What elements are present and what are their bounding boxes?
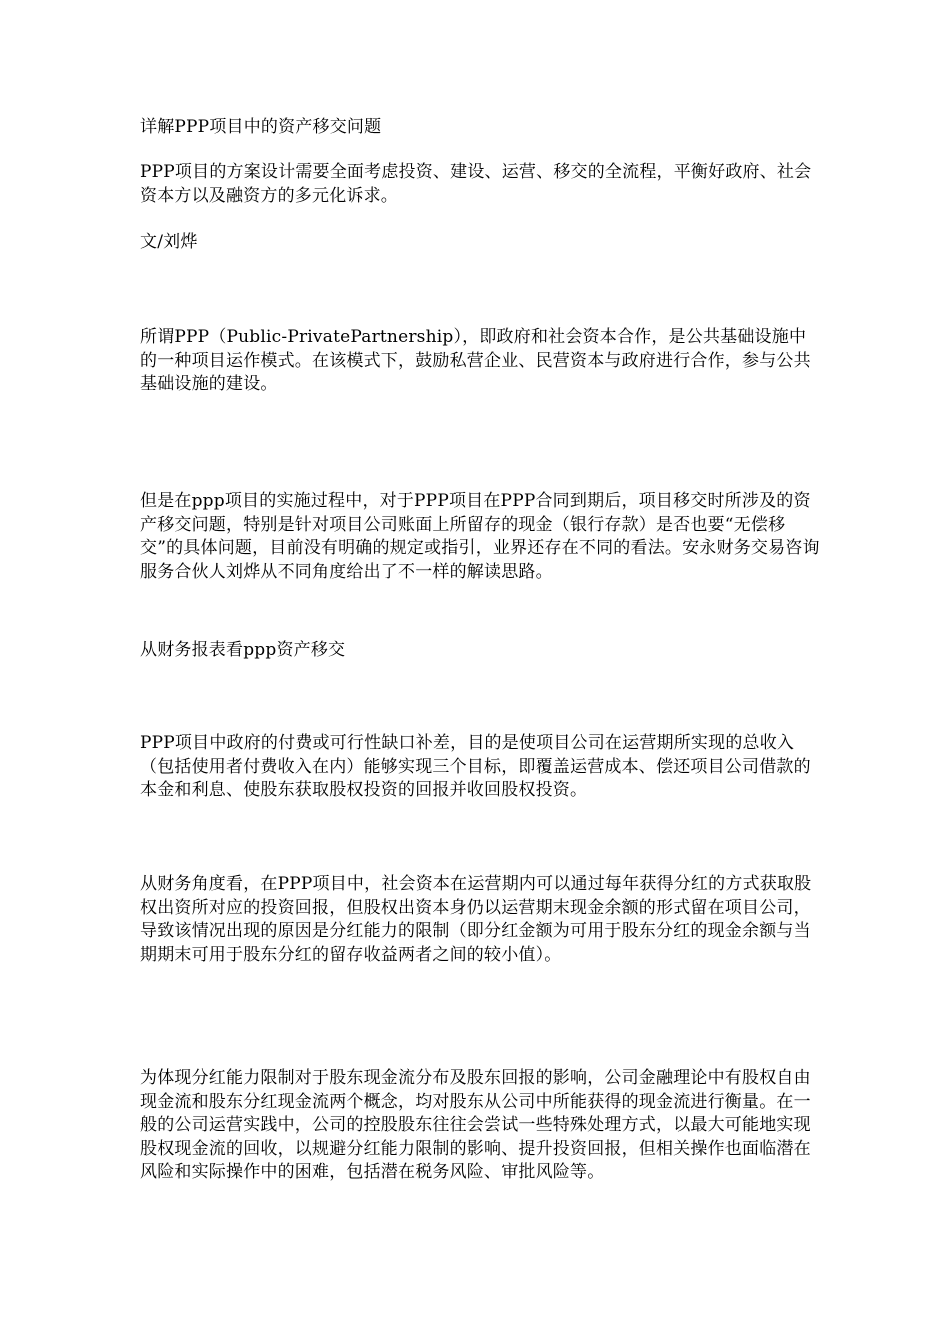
paragraph-ppp-definition: 所谓PPP（Public-PrivatePartnership），即政府和社会资本合作，是公共基础设施中的一种项目运作模式。在该模式下，鼓励私营企业、民营资本与政府进行合作，参与公共基础设施的建设。	[140, 327, 811, 394]
document-byline: 文/刘烨	[140, 232, 198, 252]
document-title: 详解PPP项目中的资产移交问题	[140, 117, 382, 137]
paragraph-government-payment: PPP项目中政府的付费或可行性缺口补差，目的是使项目公司在运营期所实现的总收入（包括使用者付费收入在内）能够实现三个目标，即覆盖运营成本、偿还项目公司借款的本金和利息、使股东获取股权投资的回报并收回股权投资。	[140, 733, 811, 800]
document-summary: PPP项目的方案设计需要全面考虑投资、建设、运营、移交的全流程，平衡好政府、社会资本方以及融资方的多元化诉求。	[140, 162, 812, 206]
paragraph-asset-transfer-issue: 但是在ppp项目的实施过程中，对于PPP项目在PPP合同到期后，项目移交时所涉及的资产移交问题，特别是针对项目公司账面上所留存的现金（银行存款）是否也要“无偿移交”的具体问题，目前没有明确的规定或指引，业界还存在不同的看法。安永财务交易咨询服务合伙人刘烨从不同角度给出了不一样的解读思路。	[140, 491, 820, 582]
paragraph-dividend-capacity: 为体现分红能力限制对于股东现金流分布及股东回报的影响，公司金融理论中有股权自由现金流和股东分红现金流两个概念，均对股东从公司中所能获得的现金流进行衡量。在一般的公司运营实践中，公司的控股股东往往会尝试一些特殊处理方式，以最大可能地实现股权现金流的回收，以规避分红能力限制的影响、提升投资回报，但相关操作也面临潜在风险和实际操作中的困难，包括潜在税务风险、审批风险等。	[140, 1068, 811, 1182]
paragraph-financial-perspective: 从财务角度看，在PPP项目中，社会资本在运营期内可以通过每年获得分红的方式获取股权出资所对应的投资回报，但股权出资本身仍以运营期末现金余额的形式留在项目公司，导致该情况出现的原因是分红能力的限制（即分红金额为可用于股东分红的现金余额与当期期末可用于股东分红的留存收益两者之间的较小值）。	[140, 874, 812, 965]
section-heading: 从财务报表看ppp资产移交	[140, 640, 346, 660]
